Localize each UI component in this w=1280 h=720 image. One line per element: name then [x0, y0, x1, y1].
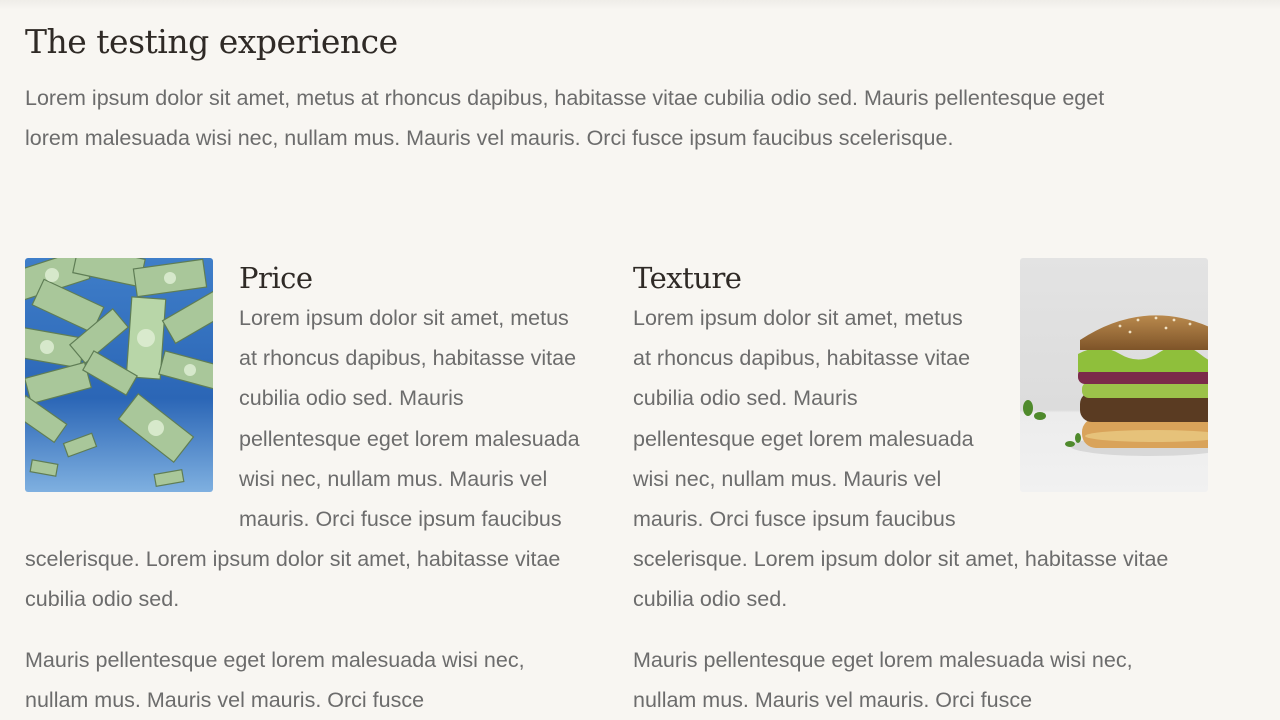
top-shadow — [0, 0, 1280, 10]
section-paragraph: Mauris pellentesque eget lorem malesuada wisi nec, nullam mus. Mauris vel mauris. Orci fusce — [25, 647, 525, 712]
money-rain-photo — [25, 258, 213, 492]
section-title-price: Price — [239, 261, 313, 295]
veggie-burger-photo — [1020, 258, 1208, 492]
page-title: The testing experience — [25, 22, 398, 61]
section-paragraph: Lorem ipsum dolor sit amet, metus at rhoncus dapibus, habitasse vitae cubilia odio sed. Mauris pellentesque eget lorem malesuada wisi nec, nullam mus. Mauris vel mauris. Orci fusce ipsum faucibus scelerisque. Lorem ipsum dolor sit amet, habitasse vitae cubilia odio sed. — [633, 306, 1169, 612]
section-paragraph: Lorem ipsum dolor sit amet, metus at rhoncus dapibus, habitasse vitae cubilia odio sed. Mauris pellentesque eget lorem malesuada wisi nec, nullam mus. Mauris vel mauris. Orci fusce ipsum faucibus scelerisque. Lorem ipsum dolor sit amet, habitasse vitae cubilia odio sed. — [25, 306, 580, 612]
section-title-texture: Texture — [633, 261, 742, 295]
intro-paragraph: Lorem ipsum dolor sit amet, metus at rhoncus dapibus, habitasse vitae cubilia odio sed. Mauris pellentesque eget lorem malesuada wisi nec, nullam mus. Mauris vel mauris. Orci fusce ipsum faucibus scelerisque. — [25, 86, 1105, 150]
section-texture — [633, 258, 1193, 720]
section-price — [25, 258, 585, 720]
section-paragraph: Mauris pellentesque eget lorem malesuada wisi nec, nullam mus. Mauris vel mauris. Orci fusce — [633, 647, 1133, 712]
